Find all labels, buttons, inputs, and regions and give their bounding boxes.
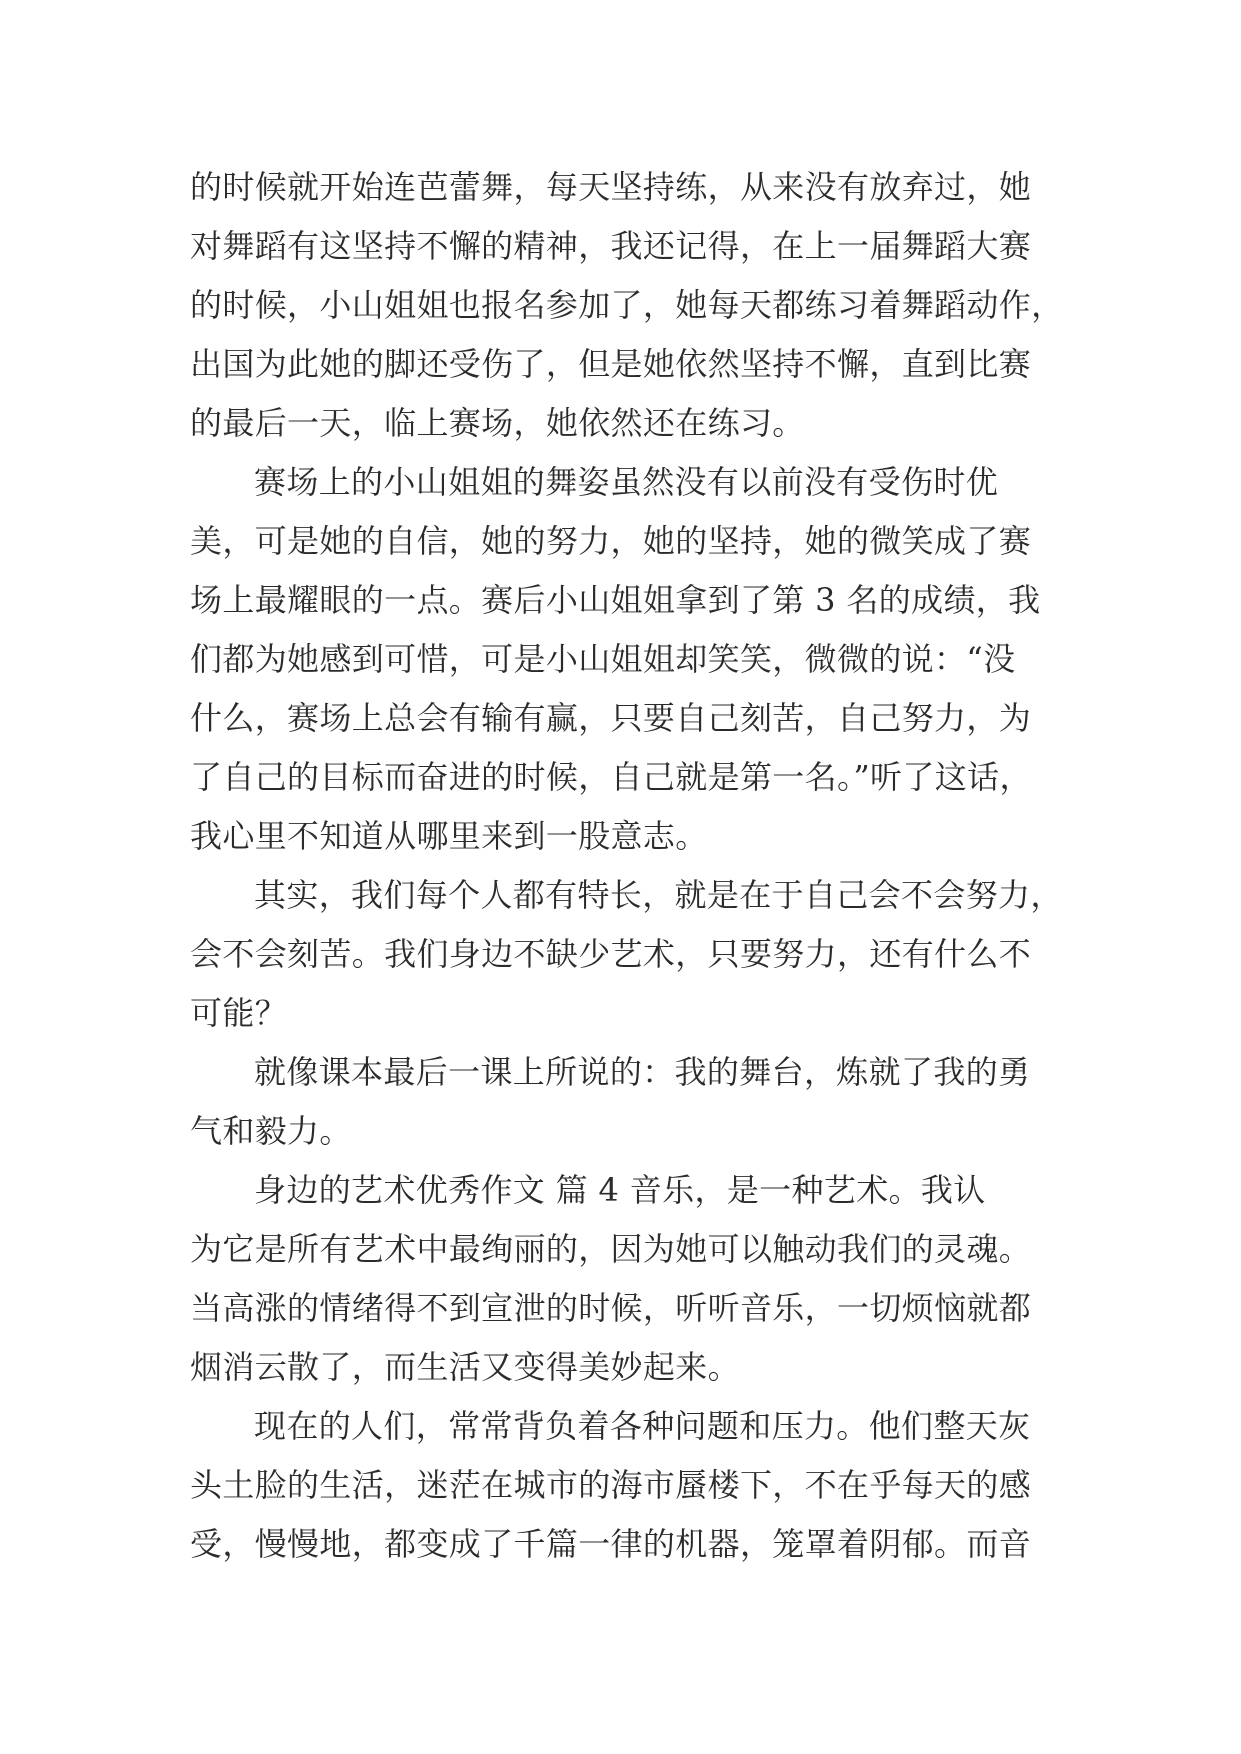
text-line: 会不会刻苦。我们身边不缺少艺术，只要努力，还有什么不: [190, 935, 1032, 973]
text-line: 受，慢慢地，都变成了千篇一律的机器，笼罩着阴郁。而音: [190, 1525, 1032, 1563]
paragraph-first-line: 现在的人们，常常背负着各种问题和压力。他们整天灰: [254, 1407, 1031, 1445]
section-heading-line: 身边的艺术优秀作文 篇 4 音乐，是一种艺术。我认: [254, 1171, 986, 1209]
text-line: 的时候，小山姐姐也报名参加了，她每天都练习着舞蹈动作，: [190, 286, 1064, 324]
text-line: 烟消云散了，而生活又变得美妙起来。: [190, 1348, 740, 1386]
text-line: 的最后一天，临上赛场，她依然还在练习。: [190, 404, 805, 442]
paragraph-first-line: 赛场上的小山姐姐的舞姿虽然没有以前没有受伤时优: [254, 463, 999, 501]
text-line: 们都为她感到可惜，可是小山姐姐却笑笑，微微的说：“没: [190, 640, 1016, 678]
text-line: 美，可是她的自信，她的努力，她的坚持，她的微笑成了赛: [190, 522, 1032, 560]
paragraph-first-line: 其实，我们每个人都有特长，就是在于自己会不会努力，: [254, 876, 1063, 914]
text-line: 对舞蹈有这坚持不懈的精神，我还记得，在上一届舞蹈大赛: [190, 227, 1032, 265]
text-line: 头土脸的生活，迷茫在城市的海市蜃楼下，不在乎每天的感: [190, 1466, 1032, 1504]
essay-body: [190, 158, 1064, 1574]
text-line: 为它是所有艺术中最绚丽的，因为她可以触动我们的灵魂。: [190, 1230, 1032, 1268]
text-line: 可能？: [190, 994, 288, 1032]
paragraph-first-line: 就像课本最后一课上所说的：我的舞台，炼就了我的勇: [254, 1053, 1031, 1091]
text-line: 我心里不知道从哪里来到一股意志。: [190, 817, 708, 855]
text-line: 的时候就开始连芭蕾舞，每天坚持练，从来没有放弃过，她: [190, 168, 1032, 206]
text-line: 场上最耀眼的一点。赛后小山姐姐拿到了第 3 名的成绩，我: [190, 581, 1041, 619]
text-line: 什么，赛场上总会有输有赢，只要自己刻苦，自己努力，为: [190, 699, 1032, 737]
text-line: 气和毅力。: [190, 1112, 352, 1150]
text-line: 当高涨的情绪得不到宣泄的时候，听听音乐，一切烦恼就都: [190, 1289, 1032, 1327]
text-line: 出国为此她的脚还受伤了，但是她依然坚持不懈，直到比赛: [190, 345, 1032, 383]
text-line: 了自己的目标而奋进的时候，自己就是第一名。”听了这话，: [190, 758, 1032, 796]
